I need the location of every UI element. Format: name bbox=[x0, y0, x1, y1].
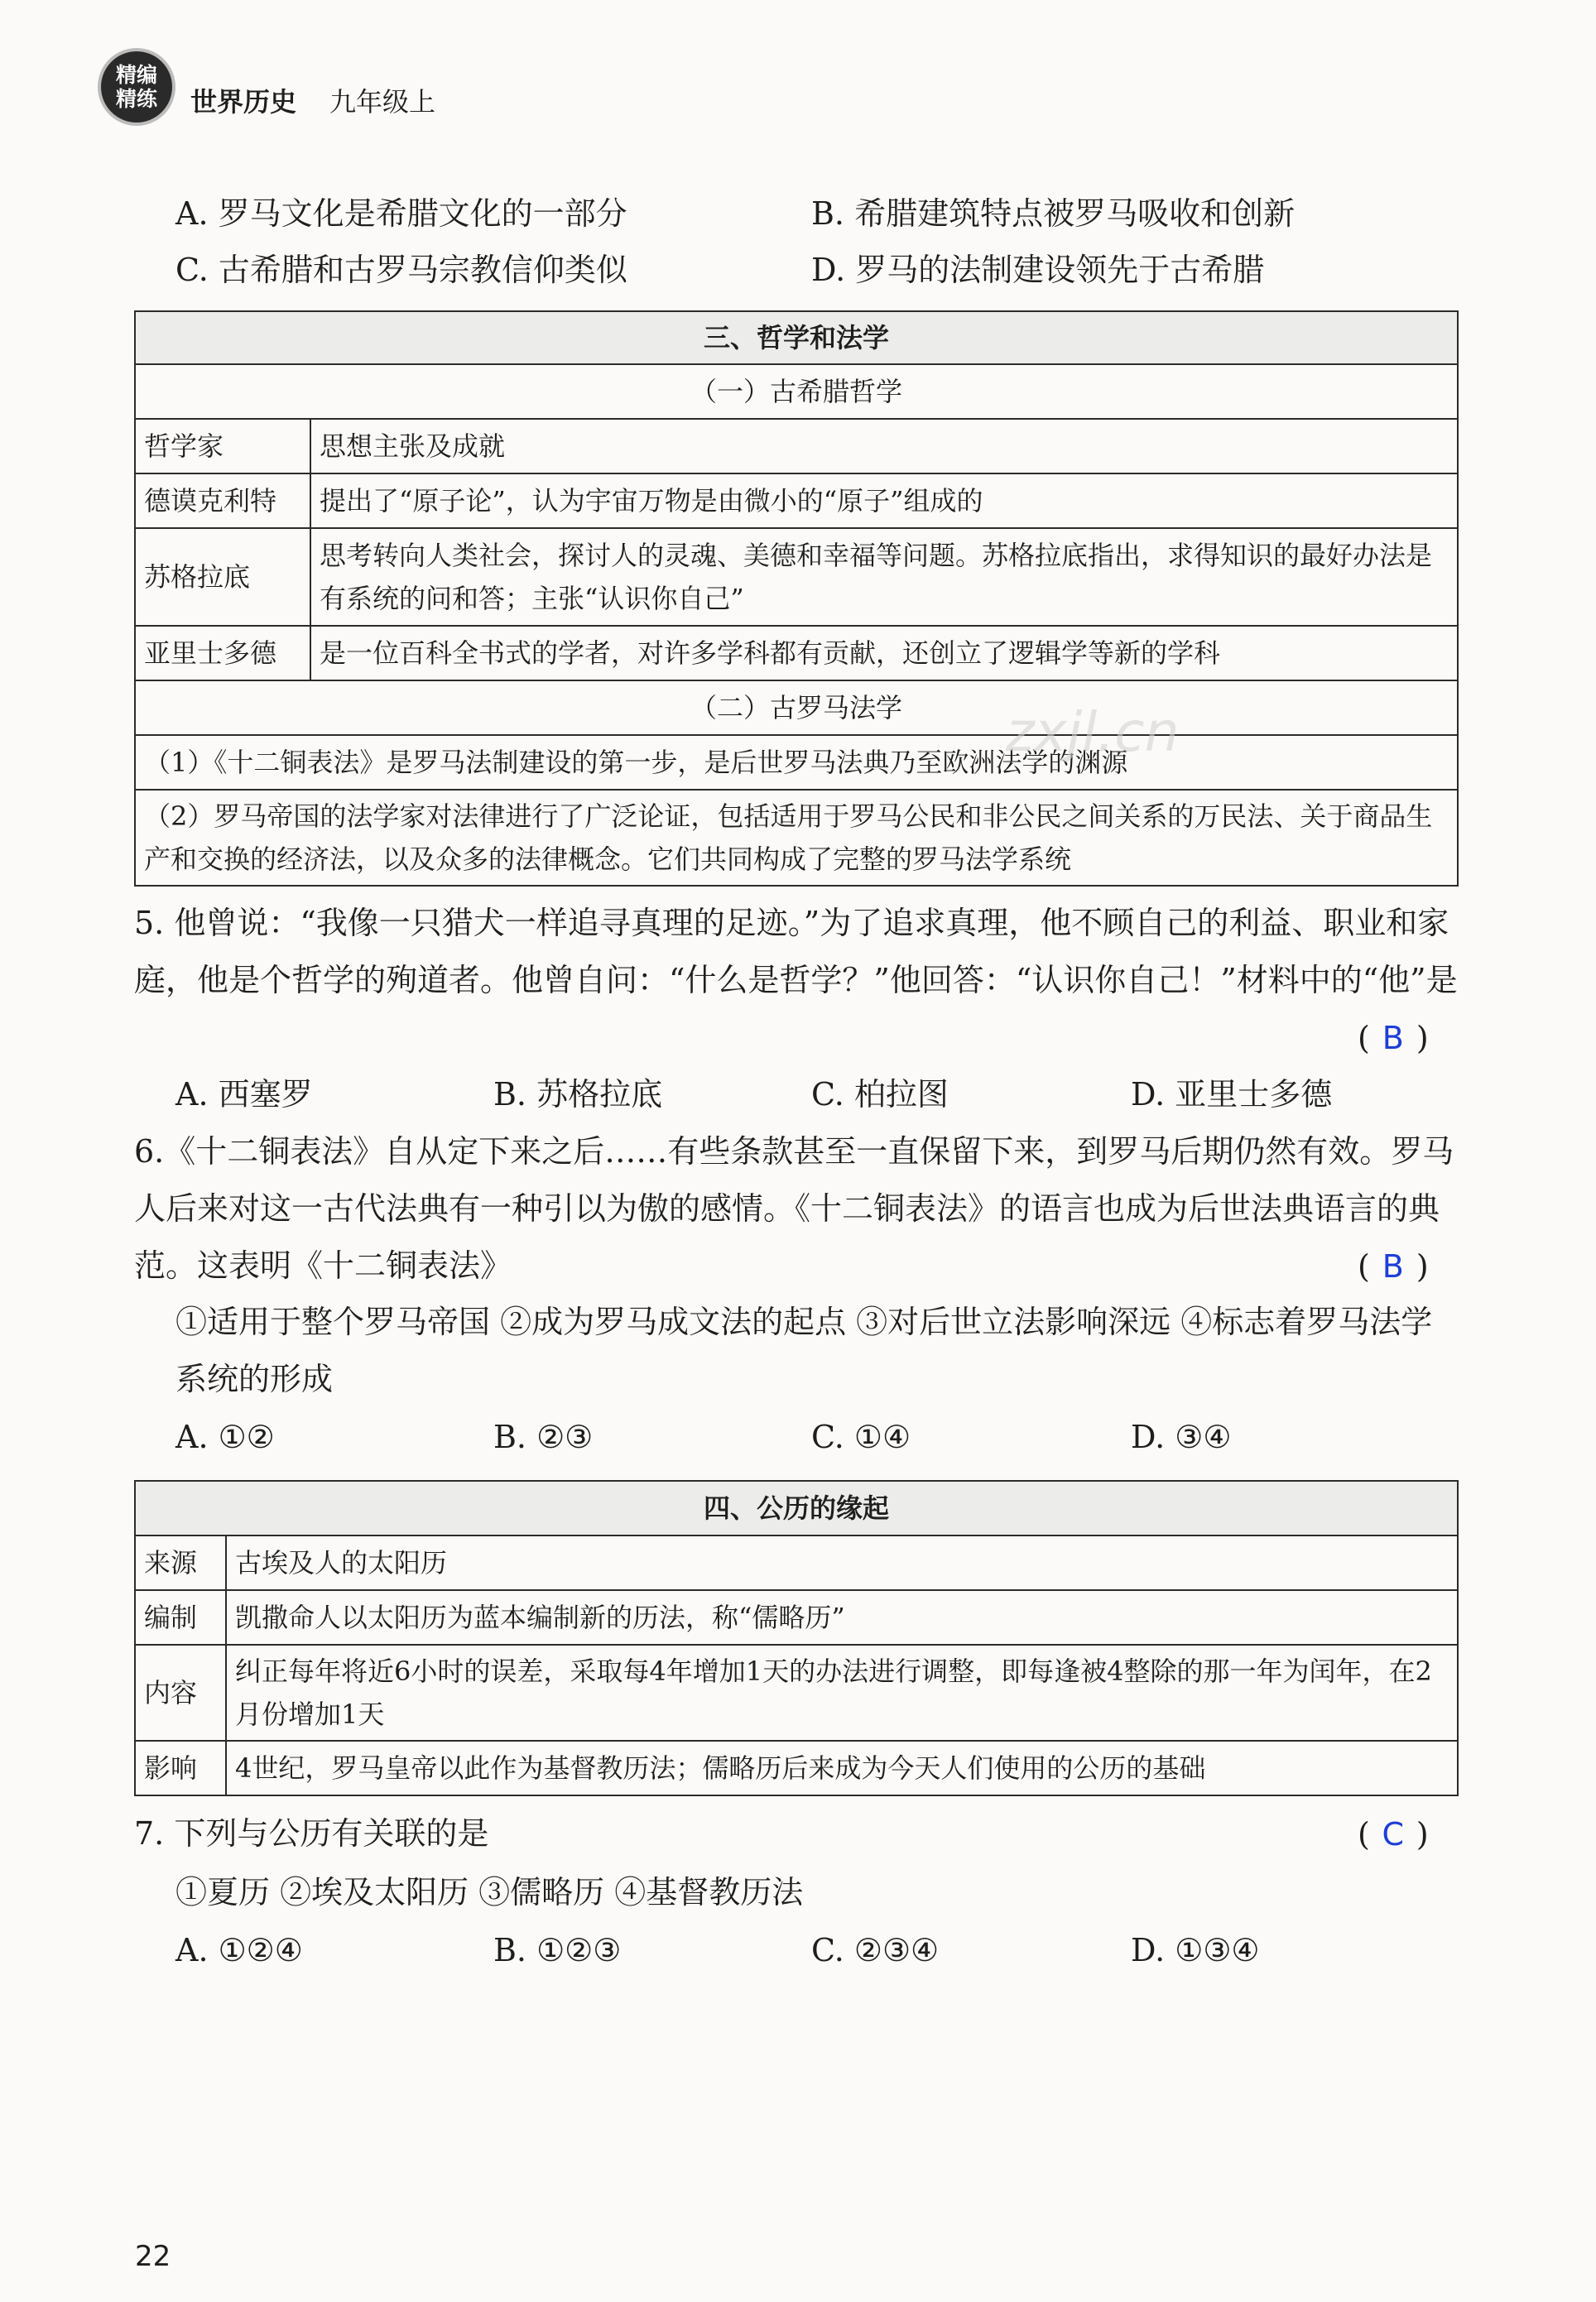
question-5-text: 5. 他曾说：“我像一只猎犬一样追寻真理的足迹。”为了追求真理，他不顾自己的利益、职业和家庭，他是个哲学的殉道者。他曾自问：“什么是哲学？”他回答：“认识你自己！”材料中的“他”是 bbox=[134, 905, 1458, 998]
answer-letter: C bbox=[1382, 1816, 1405, 1853]
logo-line-2: 精练 bbox=[115, 87, 157, 111]
logo-line-1: 精编 bbox=[115, 63, 157, 87]
book-grade: 九年级上 bbox=[329, 86, 436, 118]
table-row bbox=[135, 626, 1458, 680]
calendar-row-label: 编制 bbox=[135, 1590, 226, 1645]
table-row bbox=[135, 1741, 1458, 1795]
calendar-origin-table bbox=[134, 1480, 1459, 1796]
q4-option-d: D. 罗马的法制建设领先于古希腊 bbox=[811, 252, 1265, 288]
question-7-option-c: C. ②③④ bbox=[811, 1932, 940, 1968]
question-5-answer: ( B ) bbox=[1358, 1020, 1429, 1056]
question-6-option-a: A. ①② bbox=[175, 1419, 275, 1455]
question-5-option-a: A. 西塞罗 bbox=[175, 1076, 313, 1113]
watermark: zxjl.cn bbox=[1006, 700, 1180, 764]
q4-option-b: B. 希腊建筑特点被罗马吸收和创新 bbox=[811, 195, 1296, 232]
page-number: 22 bbox=[135, 2240, 171, 2273]
book-title: 世界历史 bbox=[190, 86, 297, 118]
table3-col-header-ideas: 思想主张及成就 bbox=[310, 419, 1458, 473]
table3-col-header-philosopher: 哲学家 bbox=[135, 419, 310, 473]
question-5-option-b: B. 苏格拉底 bbox=[493, 1076, 663, 1113]
calendar-row-label: 内容 bbox=[135, 1645, 226, 1741]
calendar-row-label: 影响 bbox=[135, 1741, 226, 1795]
table-row bbox=[135, 1590, 1458, 1645]
table-row bbox=[135, 1535, 1458, 1590]
question-6-option-b: B. ②③ bbox=[493, 1419, 594, 1455]
philosopher-name: 德谟克利特 bbox=[135, 473, 310, 528]
question-6-text: 6.《十二铜表法》自从定下来之后……有些条款甚至一直保留下来，到罗马后期仍然有效。罗马人后来对这一古代法典有一种引以为傲的感情。《十二铜表法》的语言也成为后世法典语言的典范。这表明《十二铜表法》 bbox=[134, 1133, 1454, 1284]
question-7-text: 7. 下列与公历有关联的是 bbox=[134, 1815, 489, 1852]
calendar-row-text: 凯撒命人以太阳历为蓝本编制新的历法，称“儒略历” bbox=[226, 1590, 1458, 1645]
roman-law-point-2: （2）罗马帝国的法学家对法律进行了广泛论证，包括适用于罗马公民和非公民之间关系的万民法、关于商品生产和交换的经济法，以及众多的法律概念。它们共同构成了完整的罗马法学系统 bbox=[135, 790, 1458, 886]
publisher-logo bbox=[98, 48, 175, 126]
question-7-option-a: A. ①②④ bbox=[175, 1932, 303, 1968]
question-7-option-d: D. ①③④ bbox=[1131, 1932, 1260, 1968]
q4-option-a: A. 罗马文化是希腊文化的一部分 bbox=[175, 195, 627, 232]
table3-title: 三、哲学和法学 bbox=[135, 311, 1458, 364]
philosopher-ideas: 是一位百科全书式的学者，对许多学科都有贡献，还创立了逻辑学等新的学科 bbox=[310, 626, 1458, 680]
calendar-row-text: 古埃及人的太阳历 bbox=[226, 1535, 1458, 1590]
answer-letter: B bbox=[1382, 1020, 1404, 1056]
philosopher-ideas: 提出了“原子论”，认为宇宙万物是由微小的“原子”组成的 bbox=[310, 473, 1458, 528]
table3-subtitle-roman-law: （二）古罗马法学 bbox=[135, 680, 1458, 735]
table4-title: 四、公历的缘起 bbox=[135, 1481, 1458, 1535]
philosopher-name: 苏格拉底 bbox=[135, 528, 310, 626]
table-row bbox=[135, 1645, 1458, 1741]
question-6-answer: ( B ) bbox=[1358, 1248, 1429, 1285]
calendar-row-text: 纠正每年将近6小时的误差，采取每4年增加1天的办法进行调整，即每逢被4整除的那一年为闰年，在2月份增加1天 bbox=[226, 1645, 1458, 1741]
question-6-option-d: D. ③④ bbox=[1131, 1419, 1232, 1455]
table-row bbox=[135, 528, 1458, 626]
philosophy-law-table bbox=[134, 310, 1459, 887]
philosopher-ideas: 思考转向人类社会，探讨人的灵魂、美德和幸福等问题。苏格拉底指出，求得知识的最好办法是有系统的问和答；主张“认识你自己” bbox=[310, 528, 1458, 626]
question-7-answer: ( C ) bbox=[1358, 1816, 1429, 1853]
calendar-row-text: 4世纪，罗马皇帝以此作为基督教历法；儒略历后来成为今天人们使用的公历的基础 bbox=[226, 1741, 1458, 1795]
question-7-option-b: B. ①②③ bbox=[493, 1932, 622, 1968]
table3-subtitle-greek-philosophy: （一）古希腊哲学 bbox=[135, 364, 1458, 419]
question-5-option-c: C. 柏拉图 bbox=[811, 1076, 949, 1113]
question-6-option-c: C. ①④ bbox=[811, 1419, 911, 1455]
q4-option-c: C. 古希腊和古罗马宗教信仰类似 bbox=[175, 252, 627, 288]
question-5-option-d: D. 亚里士多德 bbox=[1131, 1076, 1333, 1113]
philosopher-name: 亚里士多德 bbox=[135, 626, 310, 680]
question-7-statements: ①夏历 ②埃及太阳历 ③儒略历 ④基督教历法 bbox=[175, 1874, 804, 1910]
calendar-row-label: 来源 bbox=[135, 1535, 226, 1590]
answer-letter: B bbox=[1382, 1248, 1404, 1285]
roman-law-point-1: （1）《十二铜表法》是罗马法制建设的第一步，是后世罗马法典乃至欧洲法学的渊源 bbox=[135, 735, 1458, 790]
question-6-statements: ①适用于整个罗马帝国 ②成为罗马成文法的起点 ③对后世立法影响深远 ④标志着罗马法学系统的形成 bbox=[175, 1304, 1433, 1397]
table-row bbox=[135, 473, 1458, 528]
